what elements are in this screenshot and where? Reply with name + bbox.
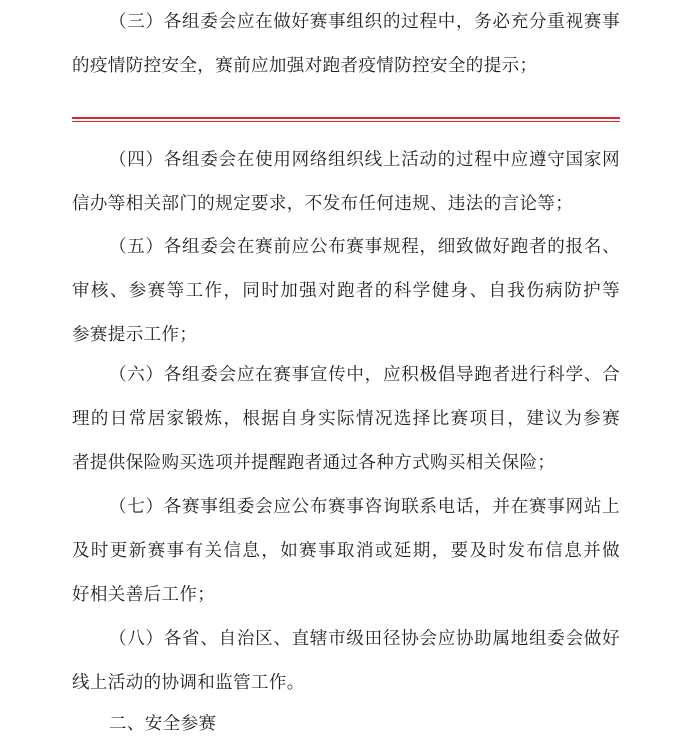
- paragraph-8-line-2: 线上活动的协调和监管工作。: [72, 673, 305, 693]
- section-2-heading: 二、安全参赛: [109, 714, 217, 734]
- paragraph-4-line-1: （四）各组委会在使用网络组织线上活动的过程中应遵守国家网: [109, 150, 620, 170]
- paragraph-7-line-3: 好相关善后工作；: [72, 585, 216, 605]
- paragraph-7-line-1: （七）各赛事组委会应公布赛事咨询联系电话，并在赛事网站上: [109, 497, 620, 517]
- paragraph-6-line-3: 者提供保险购买选项并提醒跑者通过各种方式购买相关保险；: [72, 453, 556, 473]
- paragraph-3-line-1: （三）各组委会应在做好赛事组织的过程中，务必充分重视赛事: [109, 12, 620, 32]
- paragraph-5-line-3: 参赛提示工作；: [72, 325, 198, 345]
- paragraph-3: [72, 0, 620, 88]
- section-2: [72, 702, 620, 746]
- paragraph-7: [72, 485, 620, 617]
- paragraph-5: [72, 225, 620, 357]
- paragraph-6: [72, 353, 620, 485]
- paragraph-7-line-2: 及时更新赛事有关信息，如赛事取消或延期，要及时发布信息并做: [72, 541, 620, 561]
- paragraph-6-line-1: （六）各组委会应在赛事宣传中，应积极倡导跑者进行科学、合: [109, 365, 620, 385]
- paragraph-8-line-1: （八）各省、自治区、直辖市级田径协会应协助属地组委会做好: [109, 629, 620, 649]
- paragraph-6-line-2: 理的日常居家锻炼，根据自身实际情况选择比赛项目，建议为参赛: [72, 409, 620, 429]
- paragraph-3-line-2: 的疫情防控安全，赛前应加强对跑者疫情防控安全的提示；: [72, 56, 538, 76]
- paragraph-4-line-2: 信办等相关部门的规定要求，不发布任何违规、违法的言论等；: [72, 194, 574, 214]
- paragraph-5-line-2: 审核、参赛等工作，同时加强对跑者的科学健身、自我伤病防护等: [72, 281, 620, 301]
- paragraph-8: [72, 617, 620, 705]
- divider-thin-line: [72, 121, 620, 122]
- red-divider-rule: [72, 117, 620, 123]
- paragraph-4: [72, 138, 620, 226]
- paragraph-5-line-1: （五）各组委会在赛前应公布赛事规程，细致做好跑者的报名、: [109, 237, 620, 257]
- divider-thick-line: [72, 117, 620, 119]
